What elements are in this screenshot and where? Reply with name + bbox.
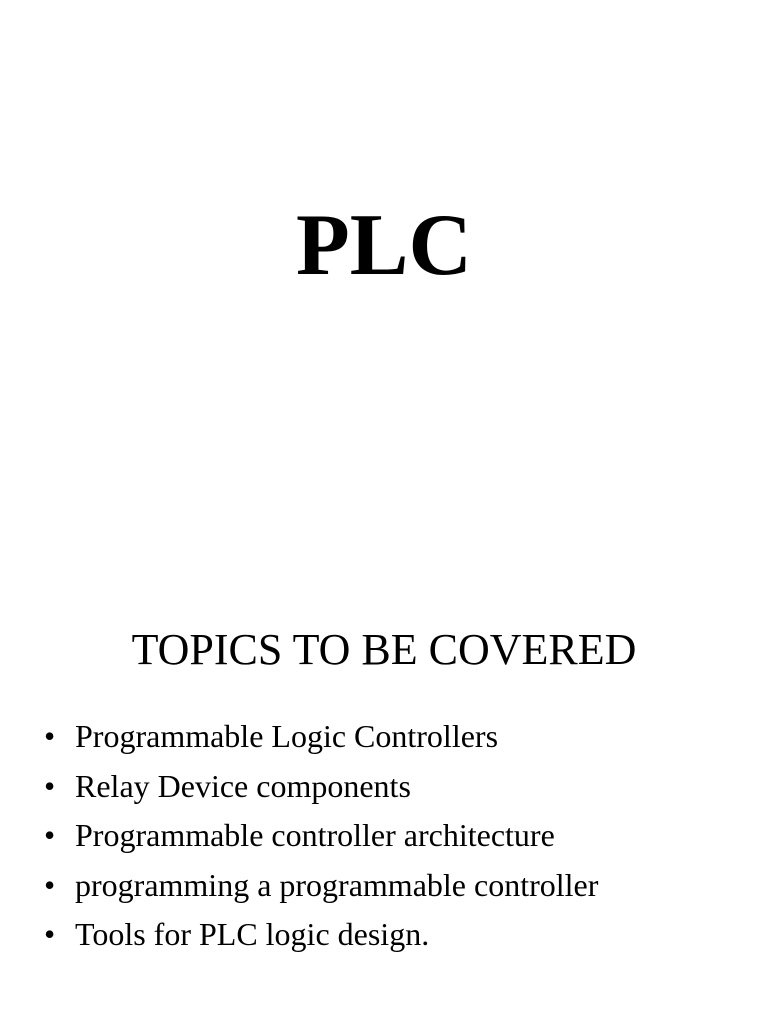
list-item: [44, 910, 598, 960]
bullet-icon: •: [44, 866, 56, 903]
list-item: [44, 712, 598, 762]
list-item: [44, 861, 598, 911]
topic-text: Programmable controller architecture: [75, 817, 555, 853]
list-item: [44, 762, 598, 812]
bullet-icon: •: [44, 767, 56, 804]
topic-list: [44, 712, 598, 960]
slide-title: PLC: [296, 197, 472, 294]
topic-text: Programmable Logic Controllers: [75, 718, 499, 754]
topics-heading: TOPICS TO BE COVERED: [131, 625, 637, 674]
bullet-icon: •: [44, 817, 56, 853]
bullet-icon: •: [44, 718, 56, 754]
topic-text: Relay Device components: [75, 767, 411, 804]
topic-text: programming a programmable controller: [75, 866, 599, 903]
bullet-icon: •: [44, 916, 56, 952]
list-item: [44, 811, 598, 861]
topic-text: Tools for PLC logic design.: [75, 916, 430, 952]
